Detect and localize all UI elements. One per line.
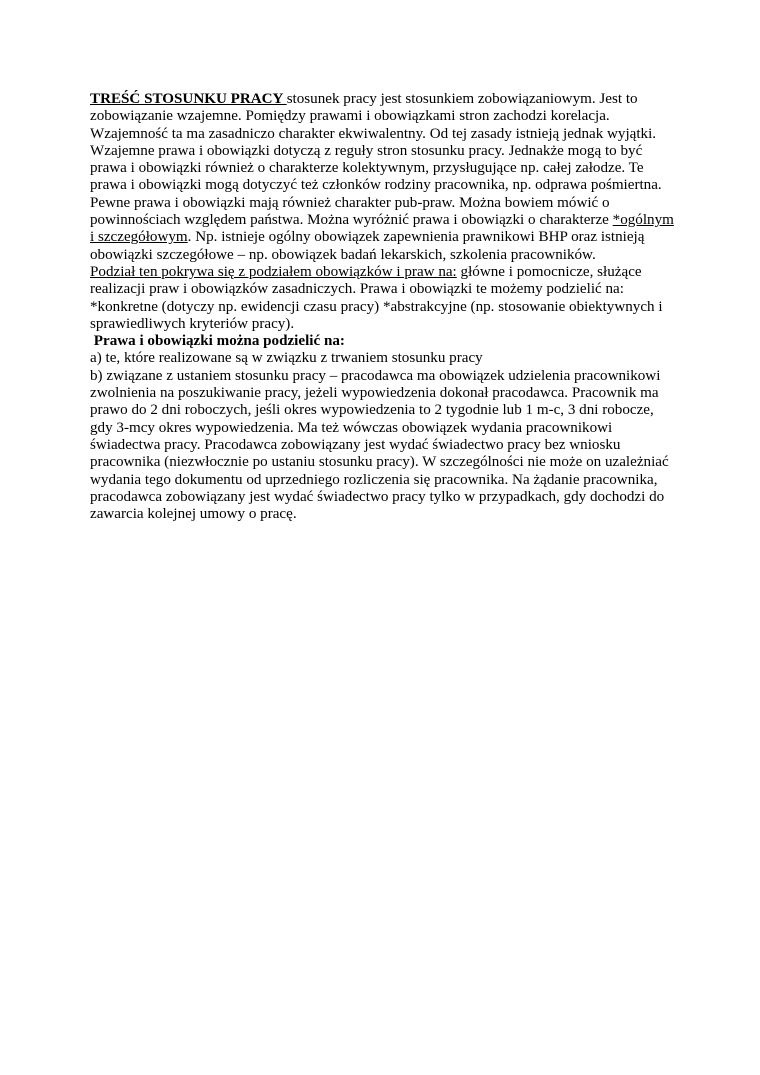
intro-text-continued: . Np. istnieje ogólny obowiązek zapewnienia prawnikowi BHP oraz istnieją obowiązki szczegółowe – np. obowiązek badań lekarskich, szkolenia pracowników. [90,229,645,263]
list-item-a: a) te, które realizowane są w związku z trwaniem stosunku pracy [90,350,483,367]
division-lead: Podział ten pokrywa się z podziałem obowiązków i praw na: [90,263,457,280]
section-heading: TREŚĆ STOSUNKU PRACY [90,91,287,107]
intro-text: stosunek pracy jest stosunkiem zobowiązaniowym. Jest to zobowiązanie wzajemne. Pomiędzy prawami i obowiązkami stron zachodzi korelacja. Wzajemność ta ma zasadniczo charakter ekwiwalentny. Od tej zasady istnieją jednak wyjątki. Wzajemne prawa i obowiązki dotyczą z reguły stron stosunku pracy. Jednakże mogą to być prawa i obowiązki również o charakterze kolektywnym, przysługujące np. całej załodze. Te prawa i obowiązki mogą dotyczyć też członków rodziny pracownika, np. odprawa pośmiertna. Pewne prawa i obowiązki mają również charakter pub-praw. Można bowiem mówić o powinnościach względem państwa. Można wyróżnić prawa i obowiązki o charakterze [90,91,662,229]
division-text: główne i pomocnicze, służące realizacji praw i obowiązków zasadniczych. Prawa i obowiązki te możemy podzielić na: *konkretne (dotyczy np. ewidencji czasu pracy) *abstrakcyjne (np. stosowanie obiektywnych i sprawiedliwych kryteriów pracy). [90,263,663,332]
list-item-b: b) związane z ustaniem stosunku pracy – pracodawca ma obowiązek udzielenia pracownikowi zwolnienia na poszukiwanie pracy, jeżeli wypowiedzenia dokonał pracodawca. Pracownik ma prawo do 2 dni roboczych, jeśli okres wypowiedzenia to 2 tygodnie lub 1 m-c, 3 dni robocze, gdy 3-mcy okres wypowiedzenia. Ma też wówczas obowiązek wydania pracownikowi świadectwa pracy. Pracodawca zobowiązany jest wydać świadectwo pracy bez wniosku pracownika (niezwłocznie po ustaniu stosunku pracy). W szczególności nie może on uzależniać wydania tego dokumentu od uprzedniego rozliczenia się pracownika. Na żądanie pracownika, pracodawca zobowiązany jest wydać świadectwo pracy tylko w przypadkach, gdy dochodzi do zawarcia kolejnej umowy o pracę. [90,367,669,523]
paragraph-division [90,264,680,333]
document-body [90,91,680,523]
paragraph-intro [90,91,680,264]
underlined-term: *ogólnym i szczegółowym [90,212,674,246]
rights-heading: Prawa i obowiązki można podzielić na: [90,333,345,350]
